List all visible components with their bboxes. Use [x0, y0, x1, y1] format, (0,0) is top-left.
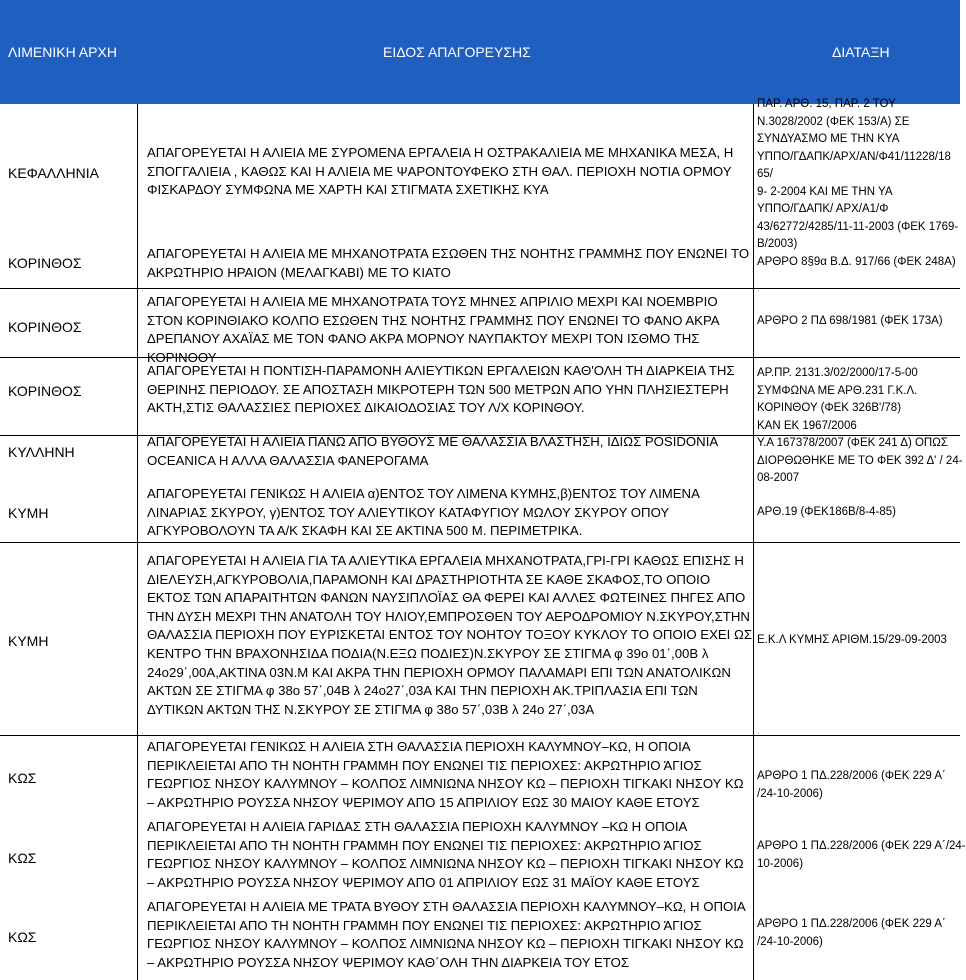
header-prohibition-type: ΕΙΔΟΣ ΑΠΑΓΟΡΕΥΣΗΣ — [383, 44, 531, 60]
provision-line: ΣΥΝΔΥΑΣΜΟ ΜΕ ΤΗΝ ΚΥΑ — [757, 133, 900, 145]
prohibition-text: ΑΠΑΓΟΡΕΥΕΤΑΙ Η ΑΛΙΕΙΑ ΜΕ ΜΗΧΑΝΟΤΡΑΤΑ ΕΣΩΘΕΝ ΤΗΣ ΝΟΗΤΗΣ ΓΡΑΜΜΗΣ ΠΟΥ ΕΝΩΝΕΙ ΤΟ ΑΚΡΩΤΗΡΙΟ ΗΡΑΙΟΝ (ΜΕΛΑΓΚΑΒΙ) ΜΕ ΤΟ ΚΙΑΤΟ — [147, 246, 750, 280]
prohibitions-table — [0, 98, 966, 980]
provision-line: ΑΡΘ.19 (ΦΕΚ186Β/8-4-85) — [757, 506, 896, 518]
region-cell: ΚΟΡΙΝΘΟΣ — [8, 383, 82, 399]
provision-line: /24-10-2006) — [757, 787, 823, 800]
prohibition-text: ΑΠΑΓΟΡΕΥΕΤΑΙ Η ΑΛΙΕΙΑ ΓΑΡΙΔΑΣ ΣΤΗ ΘΑΛΑΣΣΙΑ ΠΕΡΙΟΧΗ ΚΑΛΥΜΝΟΥ –ΚΩ Η ΟΠΟΙΑ ΠΕΡΙΚΛΕΙΕΤΑΙ ΑΠΟ ΤΗ ΝΟΗΤΗ ΓΡΑΜΜΗ ΠΟΥ ΕΝΩΝΕΙ ΤΙΣ ΠΕΡΙΟΧΕΣ: ΑΚΡΩΤΗΡΙΟ ΆΓΙΟΣ ΓΕΩΡΓΙΟΣ ΝΗΣΟΥ ΚΑΛΥΜΝΟΥ – ΚΟΛΠΟΣ ΛΙΜΝΙΩΝΑ ΝΗΣΟΥ ΚΩ – ΠΕΡΙΟΧΗ ΤΙΓΚΑΚΙ ΝΗΣΟΥ ΚΩ – ΑΚΡΩΤΗΡΙΟ ΡΟΥΣΣΑ ΝΗΣΟΥ ΨΕΡΙΜΟΥ ΑΠΟ 01 ΑΠΡΙΛΙΟΥ ΕΩΣ 31 ΜΑΪΟΥ ΚΑΘΕ ΕΤΟΥΣ — [147, 819, 744, 890]
header-region: ΛΙΜΕΝΙΚΗ ΑΡΧΗ — [8, 44, 117, 60]
prohibition-text: ΑΠΑΓΟΡΕΥΕΤΑΙ Η ΑΛΙΕΙΑ ΜΕ ΤΡΑΤΑ ΒΥΘΟΥ ΣΤΗ ΘΑΛΑΣΣΙΑ ΠΕΡΙΟΧΗ ΚΑΛΥΜΝΟΥ–ΚΩ, Η ΟΠΟΙΑ ΠΕΡΙΚΛΕΙΕΤΑΙ ΑΠΟ ΤΗ ΝΟΗΤΗ ΓΡΑΜΜΗ ΠΟΥ ΕΝΩΝΕΙ ΤΙΣ ΠΕΡΙΟΧΕΣ: ΑΚΡΩΤΗΡΙΟ ΆΓΙΟΣ ΓΕΩΡΓΙΟΣ ΝΗΣΟΥ ΚΑΛΥΜΝΟΥ – ΚΟΛΠΟΣ ΛΙΜΝΙΩΝΑ ΝΗΣΟΥ ΚΩ – ΠΕΡΙΟΧΗ ΤΙΓΚΑΚΙ ΝΗΣΟΥ ΚΩ – ΑΚΡΩΤΗΡΙΟ ΡΟΥΣΣΑ ΝΗΣΟΥ ΨΕΡΙΜΟΥ ΚΑΘ΄ΟΛΗ ΤΗΝ ΔΙΑΡΚΕΙΑ ΤΟΥ ΕΤΟΣ — [147, 899, 745, 970]
provision-block — [757, 838, 966, 873]
provision-line: Ε.Κ.Λ ΚΥΜΗΣ ΑΡΙΘΜ.15/29-09-2003 — [757, 634, 947, 646]
provision-block — [757, 916, 957, 951]
provision-block — [757, 632, 957, 650]
provision-line: ΑΡΘΡΟ 8§9α Β.Δ. 917/66 (ΦΕΚ 248Α) — [757, 256, 956, 268]
region-cell: ΚΩΣ — [8, 770, 37, 786]
region-cell: ΚΥΛΛΗΝΗ — [8, 444, 75, 460]
provision-block — [757, 365, 963, 488]
provision-line: ΠΑΡ. ΑΡΘ. 15, ΠΑΡ. 2 ΤΟΥ — [757, 98, 896, 110]
prohibition-text: ΑΠΑΓΟΡΕΥΕΤΑΙ Η ΑΛΙΕΙΑ ΜΕ ΜΗΧΑΝΟΤΡΑΤΑ ΤΟΥΣ ΜΗΝΕΣ ΑΠΡΙΛΙΟ ΜΕΧΡΙ ΚΑΙ ΝΟΕΜΒΡΙΟ ΣΤΟΝ ΚΟΡΙΝΘΙΑΚΟ ΚΟΛΠΟ ΕΣΩΘΕΝ ΤΗΣ ΝΟΗΤΗΣ ΓΡΑΜΜΗΣ ΠΟΥ ΕΝΩΝΕΙ ΤΟ ΦΑΝΟ ΑΚΡΑ ΔΡΕΠΑΝΟΥ ΑΧΑΪΑΣ ΜΕ ΤΟΝ ΦΑΝΟ ΑΚΡΑ ΜΟΡΝΟΥ ΝΑΥΠΑΚΤΟΥ ΜΕΧΡΙ ΤΟΝ ΙΣΘΜΟ ΤΗΣ ΚΟΡΙΝΘΟΥ — [147, 294, 719, 365]
provision-block — [757, 254, 957, 272]
provision-line: ΑΡΘΡΟ 1 ΠΔ.228/2006 (ΦΕΚ 229 Α΄ — [757, 770, 946, 782]
region-cell: ΚΟΡΙΝΘΟΣ — [8, 319, 82, 335]
row-divider — [0, 288, 960, 289]
region-cell: ΚΩΣ — [8, 850, 37, 866]
provision-block — [757, 96, 959, 250]
provision-line: ΑΡΘΡΟ 1 ΠΔ.228/2006 (ΦΕΚ 229 Α΄/24- — [757, 840, 966, 852]
provision-line: ΑΡ.ΠΡ. 2131.3/02/2000/17-5-00 — [757, 367, 918, 379]
provision-line: ΔΙΟΡΘΩΘΗΚΕ ΜΕ ΤΟ ΦΕΚ 392 Δ' / 24- — [757, 454, 963, 467]
row-divider — [0, 542, 960, 543]
provision-line: ΚΑΝ ΕΚ 1967/2006 — [757, 419, 857, 432]
prohibition-text: ΑΠΑΓΟΡΕΥΕΤΑΙ Η ΑΛΙΕΙΑ ΜΕ ΣΥΡΟΜΕΝΑ ΕΡΓΑΛΕΙΑ Η ΟΣΤΡΑΚΑΛΙΕΙΑ ΜΕ ΜΗΧΑΝΙΚΑ ΜΕΣΑ, Η ΣΠΟΓΓΑΛΙΕΙΑ , ΚΑΘΩΣ ΚΑΙ Η ΑΛΙΕΙΑ ΜΕ ΨΑΡΟΝΤΟΥΦΕΚΟ ΣΤΗ ΘΑΛ. ΠΕΡΙΟΧΗ ΝΟΤΙΑ ΟΡΜΟΥ ΦΙΣΚΑΡΔΟΥ ΣΥΜΦΩΝΑ ΜΕ ΧΑΡΤΗ ΚΑΙ ΣΤΙΓΜΑΤΑ ΣΧΕΤΙΚΗΣ ΚΥΑ — [147, 145, 734, 198]
provision-line: 10-2006) — [757, 857, 804, 870]
prohibition-text: ΑΠΑΓΟΡΕΥΕΤΑΙ ΓΕΝΙΚΩΣ Η ΑΛΙΕΙΑ ΣΤΗ ΘΑΛΑΣΣΙΑ ΠΕΡΙΟΧΗ ΚΑΛΥΜΝΟΥ–ΚΩ, Η ΟΠΟΙΑ ΠΕΡΙΚΛΕΙΕΤΑΙ ΑΠΟ ΤΗ ΝΟΗΤΗ ΓΡΑΜΜΗ ΠΟΥ ΕΝΩΝΕΙ ΤΙΣ ΠΕΡΙΟΧΕΣ: ΑΚΡΩΤΗΡΙΟ ΆΓΙΟΣ ΓΕΩΡΓΙΟΣ ΝΗΣΟΥ ΚΑΛΥΜΝΟΥ – ΚΟΛΠΟΣ ΛΙΜΝΙΩΝΑ ΝΗΣΟΥ ΚΩ – ΠΕΡΙΟΧΗ ΤΙΓΚΑΚΙ ΝΗΣΟΥ ΚΩ – ΑΚΡΩΤΗΡΙΟ ΡΟΥΣΣΑ ΝΗΣΟΥ ΨΕΡΙΜΟΥ ΑΠΟ 15 ΑΠΡΙΛΙΟΥ ΕΩΣ 30 ΜΑΙΟΥ ΚΑΘΕ ΕΤΟΥΣ — [147, 739, 744, 810]
table-header — [0, 0, 960, 104]
provision-block — [757, 313, 957, 331]
prohibition-text: ΑΠΑΓΟΡΕΥΕΤΑΙ Η ΠΟΝΤΙΣΗ-ΠΑΡΑΜΟΝΗ ΑΛΙΕΥΤΙΚΩΝ ΕΡΓΑΛΕΙΩΝ ΚΑΘ'ΟΛΗ ΤΗ ΔΙΑΡΚΕΙΑ ΤΗΣ ΘΕΡΙΝΗΣ ΠΕΡΙΟΔΟΥ. ΣΕ ΑΠΟΣΤΑΣΗ ΜΙΚΡΟΤΕΡΗ ΤΩΝ 500 ΜΕΤΡΩΝ ΑΠΟ ΥΗΝ ΠΛΗΣΙΕΣΤΕΡΗ ΑΚΤΗ,ΣΤΙΣ ΘΑΛΑΣΣΙΕΣ ΠΕΡΙΟΧΕΣ ΔΙΚΑΙΟΔΟΣΙΑΣ ΤΟΥ Λ/Χ ΚΟΡΙΝΘΟΥ. — [147, 363, 735, 416]
provision-line: Ν.3028/2002 (ΦΕΚ 153/Α) ΣΕ — [757, 115, 910, 128]
row-divider — [0, 735, 960, 736]
provision-line: ΚΟΡΙΝΘΟΥ (ΦΕΚ 326Β'/78) — [757, 402, 902, 414]
provision-line: 65/ — [757, 168, 773, 180]
provision-line: 9- 2-2004 ΚΑΙ ΜΕ ΤΗΝ ΥΑ — [757, 185, 893, 198]
region-cell: ΚΥΜΗ — [8, 505, 49, 521]
prohibition-text: ΑΠΑΓΟΡΕΥΕΤΑΙ Η ΑΛΙΕΙΑ ΓΙΑ ΤΑ ΑΛΙΕΥΤΙΚΑ ΕΡΓΑΛΕΙΑ ΜΗΧΑΝΟΤΡΑΤΑ,ΓΡΙ-ΓΡΙ ΚΑΘΩΣ ΕΠΙΣΗΣ Η ΔΙΕΛΕΥΣΗ,ΑΓΚΥΡΟΒΟΛΙΑ,ΠΑΡΑΜΟΝΗ ΚΑΙ ΔΡΑΣΤΗΡΙΟΤΗΤΑ ΣΕ ΚΑΘΕ ΣΚΑΦΟΣ,ΤΟ ΟΠΟΙΟ ΕΚΤΟΣ ΤΩΝ ΑΠΑΡΑΙΤΗΤΩΝ ΦΑΝΩΝ ΝΑΥΣΙΠΛΟΪΑΣ ΘΑ ΦΕΡΕΙ ΚΑΙ ΑΛΛΕΣ ΦΩΤΕΙΝΕΣ ΠΗΓΕΣ ΑΠΟ ΤΗΝ ΔΥΣΗ ΜΕΧΡΙ ΤΗΝ ΑΝΑΤΟΛΗ ΤΟΥ ΗΛΙΟΥ,ΕΜΠΡΟΣΘΕΝ ΤΟΥ ΑΕΡΟΔΡΟΜΙΟΥ Ν.ΣΚΥΡΟΥ,ΣΤΗΝ ΘΑΛΑΣΣΙΑ ΠΕΡΙΟΧΗ ΠΟΥ ΕΥΡΙΣΚΕΤΑΙ ΕΝΤΟΣ ΤΟΥ ΝΟΗΤΟΥ ΤΟΞΟΥ ΚΥΚΛΟΥ ΤΟ ΟΠΟΙΟ ΕΧΕΙ ΩΣ ΚΕΝΤΡΟ ΤΗΝ ΒΡΑΧΟΝΗΣΙΔΑ ΠΟΔΙΑ(Ν.ΕΞΩ ΠΟΔΙΕΣ)Ν.ΣΚΥΡΟΥ ΣΕ ΣΤΙΓΜΑ φ 39ο 01΄,00Β λ 24ο29΄,00Α,ΑΚΤΙΝΑ 03Ν.Μ ΚΑΙ ΑΚΡΑ ΤΗΝ ΠΕΡΙΟΧΗ ΟΡΜΟΥ ΠΑΛΑΜΑΡΙ ΕΠΙ ΤΩΝ ΑΝΑΤΟΛΙΚΩΝ ΑΚΤΩΝ ΣΕ ΣΤΙΓΜΑ φ 38ο 57΄,04Β λ 24ο27΄,03Α ΚΑΙ ΤΗΝ ΠΕΡΙΟΧΗ ΑΚ.ΤΡΙΠΛΑΣΙΑ ΕΠΙ ΤΩΝ ΔΥΤΙΚΩΝ ΑΚΤΩΝ ΤΗΣ Ν.ΣΚΥΡΟΥ ΣΕ ΣΤΙΓΜΑ φ 38ο 57΄,03Β λ 24ο 27΄,03Α — [147, 553, 753, 717]
header-provision: ΔΙΑΤΑΞΗ — [832, 44, 890, 60]
provision-line: ΑΡΘΡΟ 1 ΠΔ.228/2006 (ΦΕΚ 229 Α΄ — [757, 918, 946, 930]
provision-line: 43/62772/4285/11-11-2003 (ΦΕΚ 1769- — [757, 220, 959, 233]
region-cell: ΚΕΦΑΛΛΗΝΙΑ — [8, 165, 99, 181]
region-cell: ΚΥΜΗ — [8, 633, 49, 649]
provision-line: ΑΡΘΡΟ 2 ΠΔ 698/1981 (ΦΕΚ 173Α) — [757, 315, 943, 327]
provision-line: ΥΠΠΟ/ΓΔΑΠΚ/ΑΡΧ/ΑΝ/Φ41/11228/18 — [757, 150, 951, 163]
provision-line: Υ.Α 167378/2007 (ΦΕΚ 241 Δ) ΟΠΩΣ — [757, 437, 948, 449]
provision-block — [757, 504, 957, 522]
provision-line: /24-10-2006) — [757, 935, 823, 948]
provision-line: ΣΥΜΦΩΝΑ ΜΕ ΑΡΘ.231 Γ.Κ.Λ. — [757, 384, 918, 397]
prohibition-text: ΑΠΑΓΟΡΕΥΕΤΑΙ Η ΑΛΙΕΙΑ ΠΑΝΩ ΑΠΟ ΒΥΘΟΥΣ ΜΕ ΘΑΛΑΣΣΙΑ ΒΛΑΣΤΗΣΗ, ΙΔΙΩΣ POSIDONIA OCEANICA Η ΑΛΛΑ ΘΑΛΑΣΣΙΑ ΦΑΝΕΡΟΓΑΜΑ — [147, 434, 718, 468]
prohibition-text: ΑΠΑΓΟΡΕΥΕΤΑΙ ΓΕΝΙΚΩΣ Η ΑΛΙΕΙΑ α)ΕΝΤΟΣ ΤΟΥ ΛΙΜΕΝΑ ΚΥΜΗΣ,β)ΕΝΤΟΣ ΤΟΥ ΛΙΜΕΝΑ ΛΙΝΑΡΙΑΣ ΣΚΥΡΟΥ, γ)ΕΝΤΟΣ ΤΟΥ ΑΛΙΕΥΤΙΚΟΥ ΚΑΤΑΦΥΓΙΟΥ ΜΩΛΟΥ ΣΚΥΡΟΥ ΟΠΟΥ ΑΓΚΥΡΟΒΟΛΟΥΝ ΤΑ Α/Κ ΣΚΑΦΗ ΚΑΙ ΣΕ ΑΚΤΙΝΑ 500 Μ. ΠΕΡΙΜΕΤΡΙΚΑ. — [147, 486, 700, 539]
provision-block — [757, 768, 957, 803]
provision-line: Β/2003) — [757, 238, 798, 250]
column-divider — [137, 104, 138, 980]
column-divider — [753, 104, 754, 980]
provision-line: 08-2007 — [757, 472, 800, 484]
provision-line: ΥΠΠΟ/ΓΔΑΠΚ/ ΑΡΧ/Α1/Φ — [757, 203, 889, 215]
region-cell: ΚΩΣ — [8, 929, 37, 945]
region-cell: ΚΟΡΙΝΘΟΣ — [8, 255, 82, 271]
